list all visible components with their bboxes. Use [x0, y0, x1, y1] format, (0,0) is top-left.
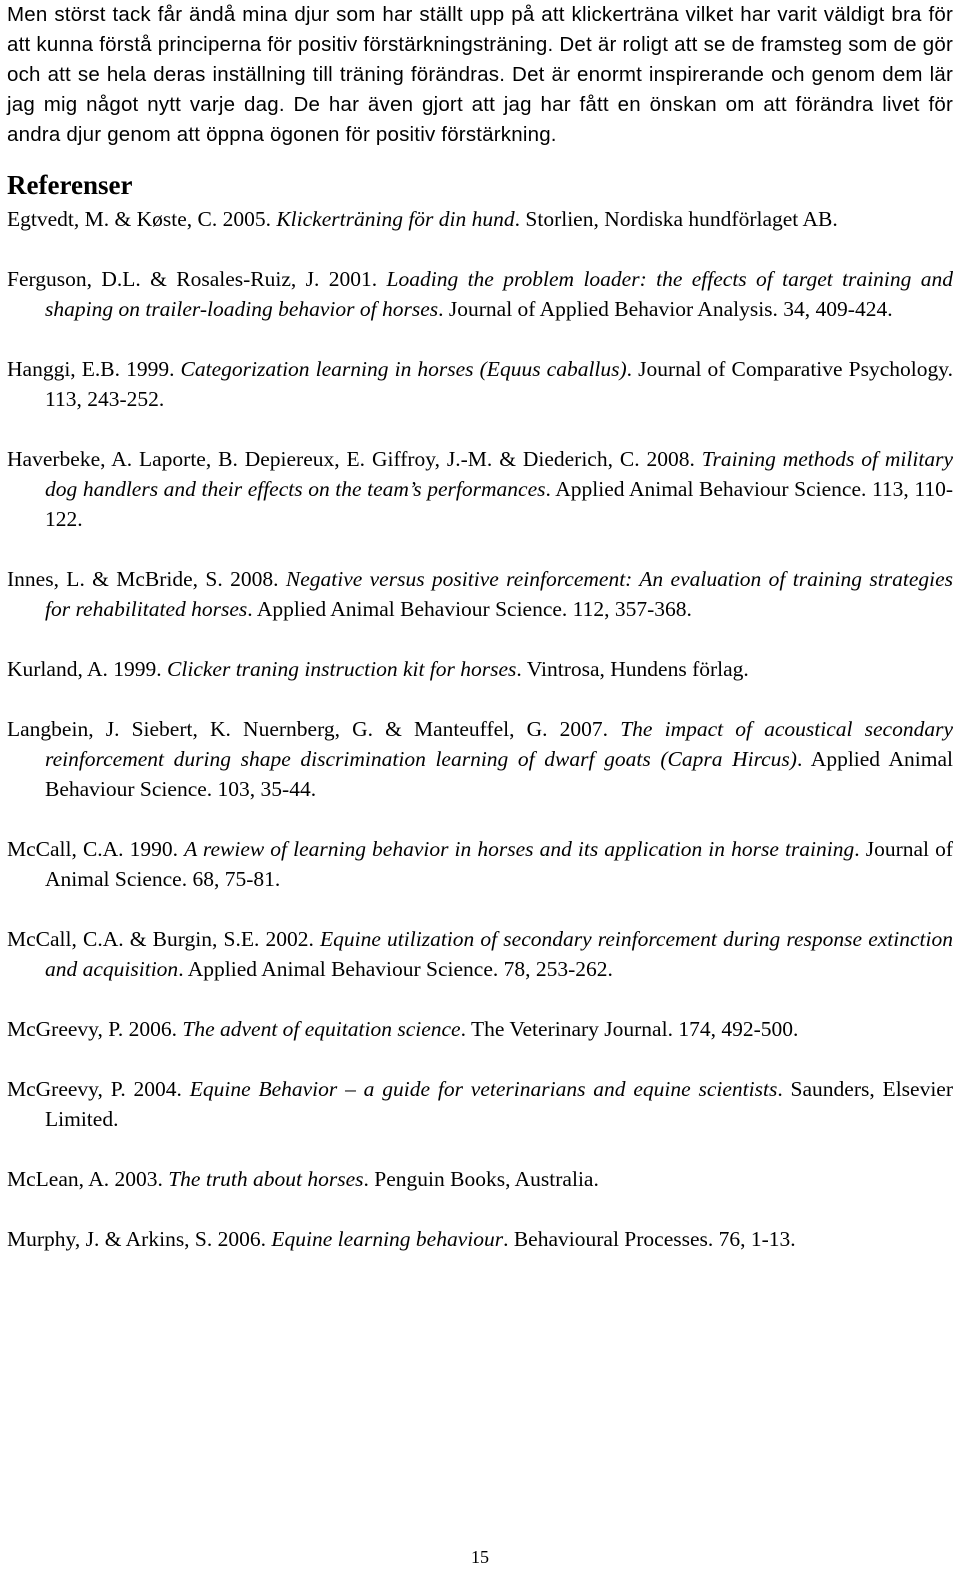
reference-title: The advent of equitation science	[182, 1017, 461, 1041]
intro-paragraph: Men störst tack får ändå mina djur som har ställt upp på att klickerträna vilket har varit väldigt bra för att kunna förstå principerna för positiv förstärkningsträning. Det är roligt att se de framsteg som de gör och att se hela deras inställning till träning förändras. Det är enormt inspirerande och genom dem lär jag mig något nytt varje dag. De har även gjort att jag har fått en önskan om att förändra livet för andra djur genom att öppna ögonen för positiv förstärkning.	[7, 3, 953, 146]
reference-entry	[7, 564, 953, 624]
reference-title: Loading the problem loader: the effects of target training and shaping on trailer-loading behavior of horses	[45, 267, 953, 321]
reference-authors: Haverbeke, A. Laporte, B. Depiereux, E. Giffroy, J.-M. & Diederich, C. 2008.	[7, 447, 702, 471]
reference-source: . Applied Animal Behaviour Science. 78, 253-262.	[178, 957, 613, 981]
reference-title: Equine utilization of secondary reinforcement during response extinction and acquisition	[45, 927, 953, 981]
reference-list	[7, 204, 953, 1254]
reference-source: . Applied Animal Behaviour Science. 112, 357-368.	[247, 597, 692, 621]
reference-title: Equine learning behaviour	[271, 1227, 504, 1251]
reference-title: Categorization learning in horses (Equus caballus)	[180, 357, 627, 381]
reference-title: The impact of acoustical secondary reinforcement during shape discrimination learning of dwarf goats (Capra Hircus)	[45, 717, 953, 771]
reference-source: . Journal of Animal Science. 68, 75-81.	[45, 837, 954, 891]
reference-source: . Applied Animal Behaviour Science. 113, 110-122.	[45, 477, 953, 531]
reference-authors: Hanggi, E.B. 1999.	[7, 357, 181, 381]
reference-title: Klickerträning för din hund	[276, 207, 515, 231]
references-heading: Referenser	[7, 170, 133, 200]
reference-source: . Penguin Books, Australia.	[363, 1167, 599, 1191]
reference-entry	[7, 1224, 953, 1254]
reference-source: . Journal of Comparative Psychology. 113, 243-252.	[45, 357, 953, 411]
reference-entry	[7, 354, 953, 414]
reference-entry	[7, 1074, 953, 1134]
page-number: 15	[471, 1547, 489, 1567]
reference-source: . Vintrosa, Hundens förlag.	[516, 657, 749, 681]
reference-authors: McGreevy, P. 2006.	[7, 1017, 183, 1041]
reference-entry	[7, 204, 953, 234]
reference-entry	[7, 924, 953, 984]
reference-authors: McLean, A. 2003.	[7, 1167, 169, 1191]
reference-authors: Egtvedt, M. & Køste, C. 2005.	[7, 207, 277, 231]
reference-source: . The Veterinary Journal. 174, 492-500.	[460, 1017, 799, 1041]
reference-entry	[7, 654, 953, 684]
reference-authors: McGreevy, P. 2004.	[7, 1077, 190, 1101]
reference-source: . Storlien, Nordiska hundförlaget AB.	[514, 207, 838, 231]
reference-authors: McCall, C.A. & Burgin, S.E. 2002.	[7, 927, 321, 951]
reference-title: The truth about horses	[168, 1167, 364, 1191]
reference-authors: Kurland, A. 1999.	[7, 657, 168, 681]
reference-authors: McCall, C.A. 1990.	[7, 837, 185, 861]
reference-entry	[7, 834, 953, 894]
reference-entry	[7, 1014, 953, 1044]
document-page	[7, 0, 953, 1284]
reference-authors: Murphy, J. & Arkins, S. 2006.	[7, 1227, 272, 1251]
reference-authors: Langbein, J. Siebert, K. Nuernberg, G. & Manteuffel, G. 2007.	[7, 717, 621, 741]
reference-entry	[7, 444, 953, 534]
reference-title: Negative versus positive reinforcement: An evaluation of training strategies for rehabilitated horses	[45, 567, 954, 621]
reference-authors: Innes, L. & McBride, S. 2008.	[7, 567, 286, 591]
reference-title: A rewiew of learning behavior in horses and its application in horse training	[184, 837, 855, 861]
reference-title: Clicker traning instruction kit for horses	[167, 657, 517, 681]
reference-title: Equine Behavior – a guide for veterinarians and equine scientists	[189, 1077, 778, 1101]
reference-source: . Applied Animal Behaviour Science. 103, 35-44.	[45, 747, 953, 801]
reference-entry	[7, 264, 953, 324]
reference-entry	[7, 714, 953, 804]
reference-title: Training methods of military dog handlers and their effects on the team’s performances	[45, 447, 953, 501]
reference-source: . Saunders, Elsevier Limited.	[45, 1077, 954, 1131]
reference-authors: Ferguson, D.L. & Rosales-Ruiz, J. 2001.	[7, 267, 387, 291]
reference-entry	[7, 1164, 953, 1194]
reference-source: . Journal of Applied Behavior Analysis. 34, 409-424.	[438, 297, 893, 321]
reference-source: . Behavioural Processes. 76, 1-13.	[503, 1227, 796, 1251]
